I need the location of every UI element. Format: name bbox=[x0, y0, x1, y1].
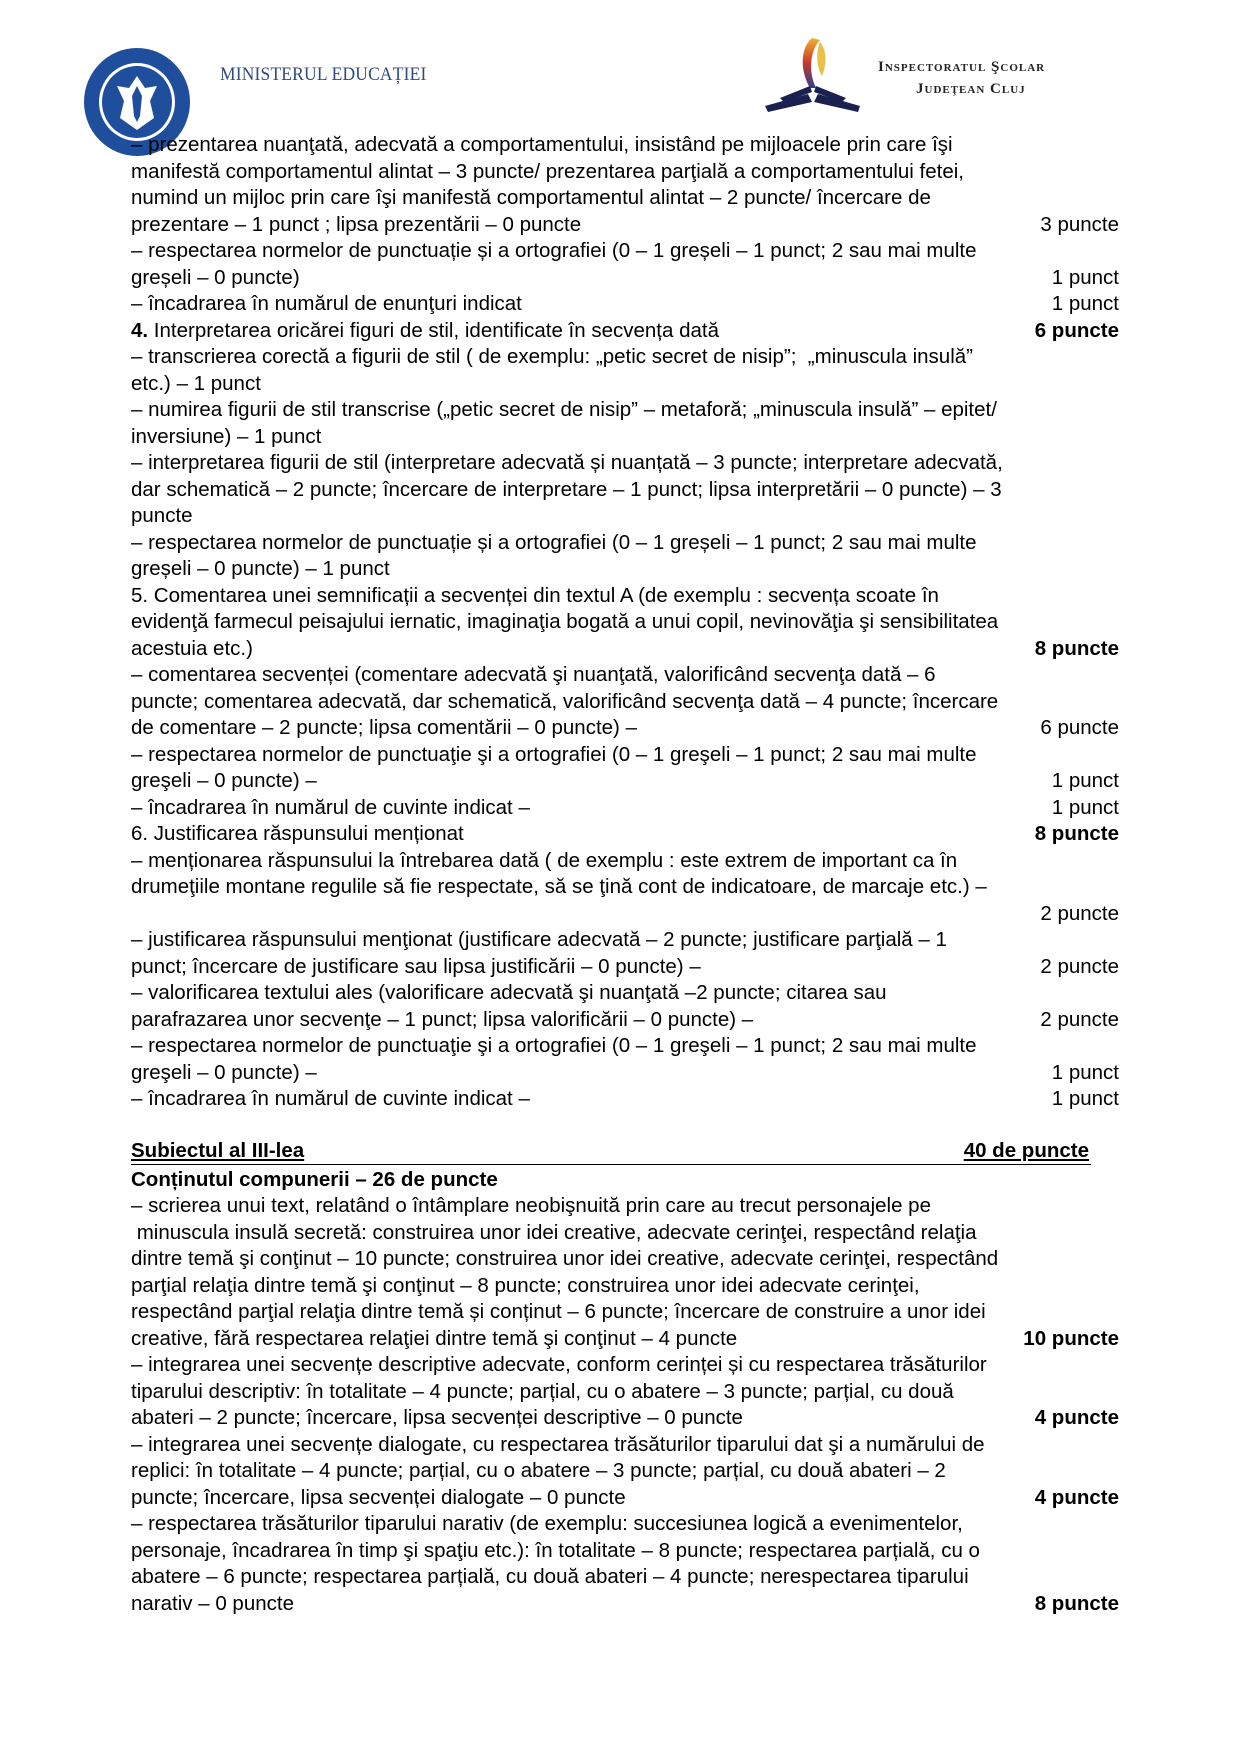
line-text bbox=[131, 1432, 985, 1459]
points-value: 2 puncte bbox=[1040, 901, 1119, 925]
line-text bbox=[131, 583, 939, 610]
text-line bbox=[131, 715, 1121, 742]
line-text bbox=[131, 265, 300, 292]
line-content: tiparului descriptiv: în totalitate – 4 puncte; parțial, cu o abatere – 3 puncte; parțial, cu două bbox=[131, 1379, 954, 1403]
text-line bbox=[131, 1458, 1121, 1485]
text-line bbox=[131, 1538, 1121, 1565]
line-text bbox=[131, 1511, 963, 1538]
line-content: – integrarea unei secvențe dialogate, cu respectarea trăsăturilor tiparului dat şi a numărului de bbox=[131, 1432, 985, 1456]
text-line bbox=[131, 768, 1121, 795]
line-content: – valorificarea textului ales (valorificare adecvată şi nuanţată –2 puncte; citarea sau bbox=[131, 981, 887, 1004]
points-value: 10 puncte bbox=[1023, 1326, 1119, 1350]
text-line bbox=[131, 636, 1121, 663]
line-content: personaje, încadrarea în timp şi spaţiu etc.): în totalitate – 8 puncte; respectarea parțială, cu o bbox=[131, 1538, 980, 1562]
line-text bbox=[131, 1193, 931, 1220]
text-line bbox=[131, 742, 1121, 769]
text-line bbox=[131, 556, 1121, 583]
line-content: – respectarea normelor de punctuaţie şi a ortografiei (0 – 1 greşeli – 1 punct; 2 sau mai multe bbox=[131, 1034, 977, 1057]
line-content: creative, fără respectarea relaţiei dintre temă şi conţinut – 4 puncte bbox=[131, 1326, 738, 1350]
text-line bbox=[131, 450, 1121, 477]
points-value: 1 punct bbox=[1051, 1087, 1119, 1110]
text-line bbox=[131, 477, 1121, 504]
line-text bbox=[131, 821, 464, 848]
line-content: – respectarea normelor de punctuație și a ortografiei (0 – 1 greșeli – 1 punct; 2 sau mai multe bbox=[131, 239, 977, 262]
points-value: 40 de puncte bbox=[963, 1139, 1089, 1162]
line-content: – respectarea trăsăturilor tiparului narativ (de exemplu: succesiunea logică a evenimentelor, bbox=[131, 1512, 963, 1535]
line-content: respectând parţial relaţia dintre temă și conținut – 6 puncte; încercare de construire a unor idei bbox=[131, 1300, 986, 1323]
text-line bbox=[131, 927, 1121, 954]
inspectorate-line-1: Inspectoratul Şcolar bbox=[878, 59, 1046, 75]
line-content: drumeţiile montane regulile să fie respectate, să se ţină cont de indicatoare, de marcaje etc.) – bbox=[131, 875, 987, 898]
points-value: 3 puncte bbox=[1040, 212, 1119, 236]
line-text bbox=[131, 662, 936, 689]
text-line bbox=[131, 1220, 1121, 1247]
line-content: – prezentarea nuanţată, adecvată a comportamentului, insistând pe mijloacele prin care îşi bbox=[131, 133, 953, 156]
points-value: 1 punct bbox=[1051, 769, 1119, 792]
text-line bbox=[131, 609, 1121, 636]
line-text bbox=[131, 636, 253, 663]
line-text bbox=[131, 1326, 737, 1353]
line-content: greşeli – 0 puncte) – bbox=[131, 769, 317, 792]
text-line bbox=[131, 344, 1121, 371]
line-content: numind un mijloc prin care îşi manifestă comportamentul alintat – 2 puncte/ încercare de bbox=[131, 186, 931, 209]
text-line bbox=[131, 1007, 1121, 1034]
line-text bbox=[131, 291, 522, 318]
line-content: – numirea figurii de stil transcrise („petic secret de nisip” – metaforă; „minuscula insulă” – epitet/ bbox=[131, 398, 997, 421]
line-content: acestuia etc.) bbox=[131, 636, 253, 660]
line-text bbox=[131, 1060, 317, 1087]
text-line bbox=[131, 848, 1121, 875]
line-text bbox=[131, 954, 701, 981]
line-text bbox=[131, 477, 1002, 504]
line-text bbox=[131, 318, 719, 345]
text-line bbox=[131, 1405, 1121, 1432]
line-content: Conținutul compunerii – 26 de puncte bbox=[131, 1167, 498, 1191]
line-content: puncte; încercare, lipsa secvenței dialogate – 0 puncte bbox=[131, 1485, 626, 1509]
line-content: – respectarea normelor de punctuație și a ortografiei (0 – 1 greșeli – 1 punct; 2 sau mai multe bbox=[131, 530, 977, 554]
line-text bbox=[131, 450, 1003, 477]
text-line bbox=[131, 318, 1121, 345]
line-content: – comentarea secvenței (comentare adecvată şi nuanţată, valorificând secvenţa dată – 6 bbox=[131, 663, 936, 686]
text-line bbox=[131, 132, 1121, 159]
line-text bbox=[131, 1167, 498, 1194]
points-value: 6 puncte bbox=[1040, 716, 1119, 739]
line-text bbox=[131, 371, 261, 398]
line-content: punct; încercare de justificare sau lipsa justificării – 0 puncte) – bbox=[131, 954, 701, 978]
text-line bbox=[131, 1193, 1121, 1220]
text-line bbox=[131, 1352, 1121, 1379]
line-content: manifestă comportamentul alintat – 3 puncte/ prezentarea parţială a comportamentului fetei, bbox=[131, 159, 964, 183]
line-content: replici: în totalitate – 4 puncte; parțial, cu o abatere – 3 puncte; parțial, cu două abateri – 2 bbox=[131, 1459, 946, 1482]
line-text bbox=[131, 159, 964, 186]
points-value: 8 puncte bbox=[1034, 1591, 1119, 1615]
points-value: 4 puncte bbox=[1034, 1406, 1119, 1429]
line-text bbox=[131, 609, 998, 636]
ministry-title: MINISTERUL EDUCAȚIEI bbox=[220, 64, 427, 85]
text-line bbox=[131, 1060, 1121, 1087]
points-value: 8 puncte bbox=[1034, 636, 1119, 660]
line-text bbox=[131, 344, 973, 371]
text-line bbox=[131, 954, 1121, 981]
line-content: parţial relaţia dintre temă şi conţinut – 8 puncte; construirea unor idei adecvate cerinţei, bbox=[131, 1273, 920, 1297]
line-content: abatere – 6 puncte; respectarea parțială, cu două abateri – 4 puncte; nerespectarea tiparului bbox=[131, 1565, 969, 1588]
line-text bbox=[131, 1405, 743, 1432]
text-line bbox=[131, 1564, 1121, 1591]
section-heading bbox=[131, 1139, 1091, 1165]
text-line bbox=[131, 530, 1121, 557]
line-text bbox=[131, 238, 977, 265]
line-content: Subiectul al III-lea bbox=[131, 1139, 305, 1162]
line-text bbox=[131, 1538, 980, 1565]
line-content: greşeli – 0 puncte) – bbox=[131, 1060, 317, 1084]
text-line bbox=[131, 874, 1121, 901]
line-content: – interpretarea figurii de stil (interpretare adecvată și nuanțată – 3 puncte; interpretare adecvată, bbox=[131, 451, 1003, 474]
text-line bbox=[131, 1379, 1121, 1406]
line-text bbox=[131, 397, 997, 424]
points-value: 1 punct bbox=[1051, 795, 1119, 819]
line-text bbox=[131, 874, 987, 901]
text-line bbox=[131, 1113, 1121, 1140]
line-text bbox=[131, 1273, 920, 1300]
text-line bbox=[131, 901, 1121, 928]
text-line bbox=[131, 1326, 1121, 1353]
text-line bbox=[131, 583, 1121, 610]
line-content: 5. Comentarea unei semnificații a secvenței din textul A (de exemplu : secvența scoate în bbox=[131, 583, 939, 607]
line-content: de comentare – 2 puncte; lipsa comentării – 0 puncte) – bbox=[131, 716, 637, 739]
line-text bbox=[131, 689, 998, 716]
text-line bbox=[131, 265, 1121, 292]
text-line bbox=[131, 159, 1121, 186]
points-value: 8 puncte bbox=[1034, 822, 1119, 845]
line-text bbox=[131, 556, 390, 583]
text-line bbox=[131, 821, 1121, 848]
line-text bbox=[131, 715, 637, 742]
text-line bbox=[131, 1033, 1121, 1060]
line-content: puncte bbox=[131, 504, 193, 527]
text-line bbox=[131, 980, 1121, 1007]
text-line bbox=[131, 291, 1121, 318]
line-text bbox=[131, 1007, 753, 1034]
line-content: inversiune) – 1 punct bbox=[131, 424, 322, 448]
line-text bbox=[131, 1220, 977, 1247]
line-text bbox=[131, 1352, 987, 1379]
line-text bbox=[131, 848, 957, 875]
text-line bbox=[131, 1511, 1121, 1538]
line-content: – încadrarea în numărul de enunţuri indicat bbox=[131, 292, 522, 315]
points-value: 2 puncte bbox=[1040, 954, 1119, 978]
line-content: dar schematică – 2 puncte; încercare de interpretare – 1 punct; lipsa interpretării – 0 puncte) – 3 bbox=[131, 477, 1002, 501]
text-line bbox=[131, 1273, 1121, 1300]
line-text bbox=[131, 795, 530, 822]
line-text bbox=[131, 1458, 946, 1485]
text-line bbox=[131, 1432, 1121, 1459]
line-text bbox=[131, 1086, 530, 1113]
line-content: – integrarea unei secvențe descriptive adecvate, conform cerinței și cu respectarea trăsăturilor bbox=[131, 1353, 987, 1376]
line-content: etc.) – 1 punct bbox=[131, 371, 261, 395]
line-content: puncte; comentarea adecvată, dar schematică, valorificând secvenţa dată – 4 puncte; încercare bbox=[131, 689, 999, 713]
text-line bbox=[131, 1167, 1121, 1194]
points-value: 1 punct bbox=[1051, 292, 1119, 315]
line-text bbox=[131, 132, 953, 159]
line-text bbox=[131, 1564, 969, 1591]
line-text bbox=[131, 1299, 986, 1326]
line-content: – respectarea normelor de punctuaţie şi a ortografiei (0 – 1 greşeli – 1 punct; 2 sau mai multe bbox=[131, 742, 977, 766]
points-value: 1 punct bbox=[1051, 265, 1119, 289]
text-line bbox=[131, 1299, 1121, 1326]
inspectorate-line-2: Judeţean Cluj bbox=[916, 81, 1026, 97]
document-body bbox=[131, 132, 1121, 1617]
line-content: – scrierea unui text, relatând o întâmplare neobişnuită prin care au trecut personajele pe bbox=[131, 1194, 931, 1217]
points-value: 4 puncte bbox=[1034, 1485, 1119, 1509]
text-line bbox=[131, 503, 1121, 530]
line-text bbox=[131, 1485, 626, 1512]
line-text bbox=[131, 1591, 294, 1618]
line-text bbox=[131, 1139, 304, 1164]
text-line bbox=[131, 1591, 1121, 1618]
line-text bbox=[131, 927, 947, 954]
line-text bbox=[131, 768, 317, 795]
line-text bbox=[131, 742, 977, 769]
line-text bbox=[131, 185, 931, 212]
points-value: 1 punct bbox=[1051, 1060, 1119, 1084]
text-line bbox=[131, 689, 1121, 716]
line-content: evidenţă farmecul peisajului iernatic, imaginaţia bogată a unui copil, nevinovăţia şi sensibilitatea bbox=[131, 610, 999, 633]
points-value: 2 puncte bbox=[1040, 1007, 1119, 1031]
line-content: abateri – 2 puncte; încercare, lipsa secvenței descriptive – 0 puncte bbox=[131, 1406, 743, 1429]
line-content: – menționarea răspunsului la întrebarea dată ( de exemplu : este extrem de important ca în bbox=[131, 848, 958, 872]
line-content: minuscula insulă secretă: construirea unor idei creative, adecvate cerinţei, respectând relaţia bbox=[131, 1220, 977, 1244]
line-text bbox=[131, 980, 887, 1007]
line-text bbox=[131, 1033, 977, 1060]
line-content: – încadrarea în numărul de cuvinte indicat – bbox=[131, 1087, 530, 1110]
line-content: greșeli – 0 puncte) – 1 punct bbox=[131, 557, 390, 580]
text-line bbox=[131, 795, 1121, 822]
line-content: dintre temă şi conţinut – 10 puncte; construirea unor idei creative, adecvate cerinţei, respectând bbox=[131, 1247, 999, 1270]
line-text bbox=[131, 212, 581, 239]
points-value: 6 puncte bbox=[1034, 318, 1119, 342]
text-line bbox=[131, 1246, 1121, 1273]
text-line bbox=[131, 185, 1121, 212]
line-content: greșeli – 0 puncte) bbox=[131, 265, 300, 289]
text-line bbox=[131, 371, 1121, 398]
text-line bbox=[131, 1086, 1121, 1113]
inspectorate-name bbox=[878, 56, 1045, 100]
line-content: – transcrierea corectă a figurii de stil ( de exemplu: „petic secret de nisip”; „minuscula insulă” bbox=[131, 345, 973, 368]
line-content: prezentare – 1 punct ; lipsa prezentării – 0 puncte bbox=[131, 212, 582, 236]
item-number: 4. bbox=[131, 318, 149, 342]
line-text bbox=[131, 530, 977, 557]
text-line bbox=[131, 424, 1121, 451]
text-line bbox=[131, 1485, 1121, 1512]
line-text bbox=[131, 1246, 998, 1273]
line-content: 6. Justificarea răspunsului menționat bbox=[131, 822, 464, 845]
text-line bbox=[131, 238, 1121, 265]
line-content: parafrazarea unor secvenţe – 1 punct; lipsa valorificării – 0 puncte) – bbox=[131, 1007, 754, 1031]
line-content: – justificarea răspunsului menţionat (justificare adecvată – 2 puncte; justificare parţială – 1 bbox=[131, 928, 947, 951]
text-line bbox=[131, 397, 1121, 424]
line-content: – încadrarea în numărul de cuvinte indicat – bbox=[131, 795, 530, 819]
text-line bbox=[131, 212, 1121, 239]
line-text bbox=[131, 503, 193, 530]
line-content: narativ – 0 puncte bbox=[131, 1591, 294, 1615]
line-text bbox=[131, 424, 321, 451]
line-content: Interpretarea oricărei figuri de stil, identificate în secvența dată bbox=[148, 318, 719, 342]
text-line bbox=[131, 662, 1121, 689]
line-text bbox=[131, 1379, 954, 1406]
